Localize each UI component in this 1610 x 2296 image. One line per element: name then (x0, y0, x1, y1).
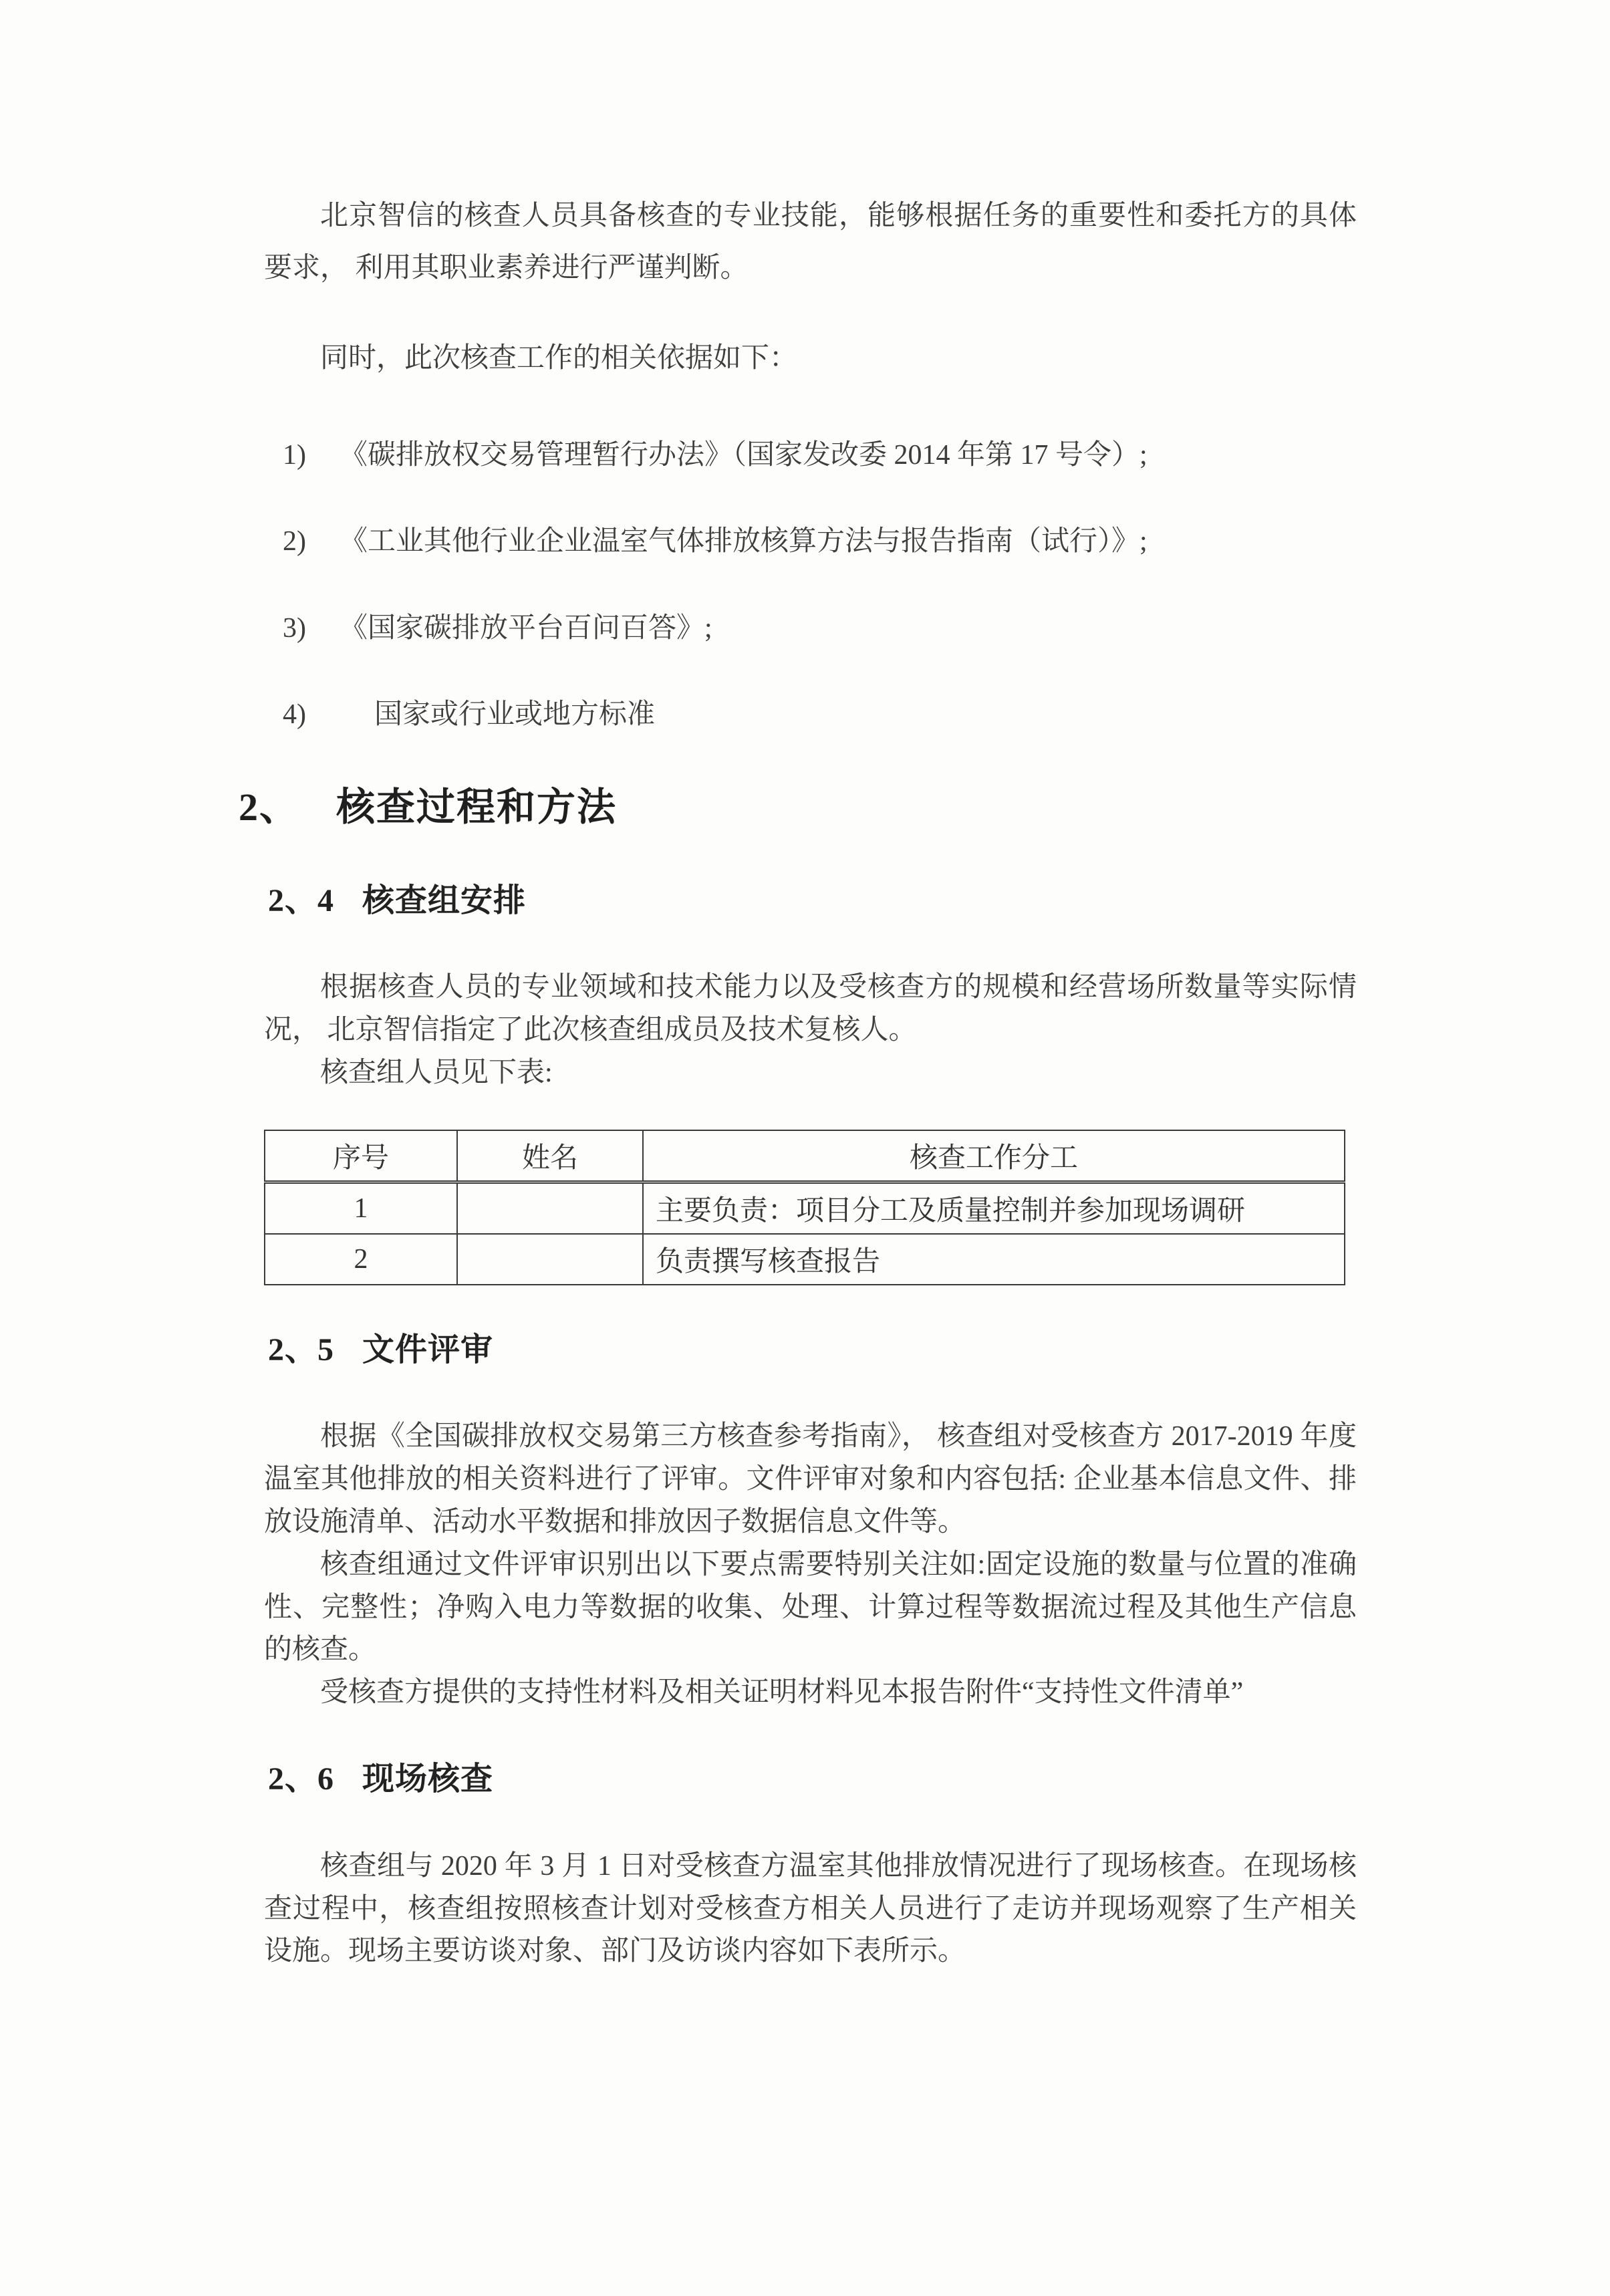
section-heading-2-6 (268, 1756, 1357, 1803)
reference-text: 《碳排放权交易管理暂行办法》（国家发改委 2014 年第 17 号令）; (340, 440, 1148, 471)
section-number: 2、6 (268, 1761, 335, 1797)
section-title: 核查组安排 (362, 882, 527, 918)
reference-text: 国家或行业或地方标准 (374, 699, 656, 731)
section-heading-2-4 (268, 878, 1357, 924)
reference-text: 《国家碳排放平台百问百答》; (340, 612, 712, 644)
section-2-4-paragraph-1: 根据核查人员的专业领域和技术能力以及受核查方的规模和经营场所数量等实际情况， 北京智信指定了此次核查组成员及技术复核人。 (264, 972, 1357, 1046)
section-number: 2、5 (268, 1331, 335, 1368)
reference-item-3 (283, 605, 1357, 652)
cell-name (457, 1234, 643, 1285)
section-2-6-paragraph-1: 核查组与 2020 年 3 月 1 日对受核查方温室其他排放情况进行了现场核查。在现场核查过程中，核查组按照核查计划对受核查方相关人员进行了走访并现场观察了生产相关设施。现场主要访谈对象、部门及访谈内容如下表所示。 (264, 1850, 1357, 1967)
cell-no: 2 (265, 1234, 457, 1285)
table-head (265, 1130, 1345, 1182)
header-cell-duty: 核查工作分工 (643, 1130, 1345, 1182)
cell-no: 1 (265, 1182, 457, 1234)
section-2-5-paragraph-3: 受核查方提供的支持性材料及相关证明材料见本报告附件“支持性文件清单” (320, 1677, 1244, 1708)
section-2-5-paragraph-2: 核查组通过文件评审识别出以下要点需要特别关注如:固定设施的数量与位置的准确性、完整性；净购入电力等数据的收集、处理、计算过程等数据流过程及其他生产信息的核查。 (264, 1549, 1357, 1666)
chapter-title: 核查过程和方法 (336, 785, 618, 829)
reference-list (264, 432, 1357, 739)
section-title: 现场核查 (362, 1761, 494, 1797)
section-number: 2、4 (268, 882, 335, 918)
section-2-5-paragraph-1: 根据《全国碳排放权交易第三方核查参考指南》， 核查组对受核查方 2017-2019 年度温室其他排放的相关资料进行了评审。文件评审对象和内容包括: 企业基本信息文件、排放设施清单、活动水平数据和排放因子数据信息文件等。 (264, 1421, 1357, 1537)
table-header-row (265, 1130, 1345, 1182)
reference-item-4 (283, 691, 1357, 739)
reference-number: 4) (283, 699, 306, 731)
section-heading-2-5 (268, 1327, 1357, 1374)
reference-number: 2) (283, 526, 306, 557)
chapter-heading (239, 778, 1357, 836)
intro-paragraph-1: 北京智信的核查人员具备核查的专业技能，能够根据任务的重要性和委托方的具体要求， 利用其职业素养进行严谨判断。 (264, 201, 1357, 283)
reference-item-2 (283, 518, 1357, 565)
header-cell-name: 姓名 (457, 1130, 643, 1182)
section-2-4-paragraph-2: 核查组人员见下表: (320, 1057, 553, 1088)
table-body (265, 1182, 1345, 1285)
cell-duty: 主要负责：项目分工及质量控制并参加现场调研 (643, 1182, 1345, 1234)
page-content (239, 190, 1357, 1973)
table-row (265, 1234, 1345, 1285)
reference-number: 3) (283, 612, 306, 644)
table-row (265, 1182, 1345, 1234)
chapter-number: 2、 (239, 785, 300, 829)
cell-duty: 负责撰写核查报告 (643, 1234, 1345, 1285)
cell-name (457, 1182, 643, 1234)
reference-number: 1) (283, 440, 306, 471)
verification-team-table (264, 1130, 1345, 1285)
header-cell-no: 序号 (265, 1130, 457, 1182)
reference-item-1 (283, 432, 1357, 479)
reference-text: 《工业其他行业企业温室气体排放核算方法与报告指南（试行）》; (340, 526, 1148, 557)
intro-paragraph-2: 同时，此次核查工作的相关依据如下： (320, 343, 798, 374)
section-title: 文件评审 (362, 1331, 494, 1368)
